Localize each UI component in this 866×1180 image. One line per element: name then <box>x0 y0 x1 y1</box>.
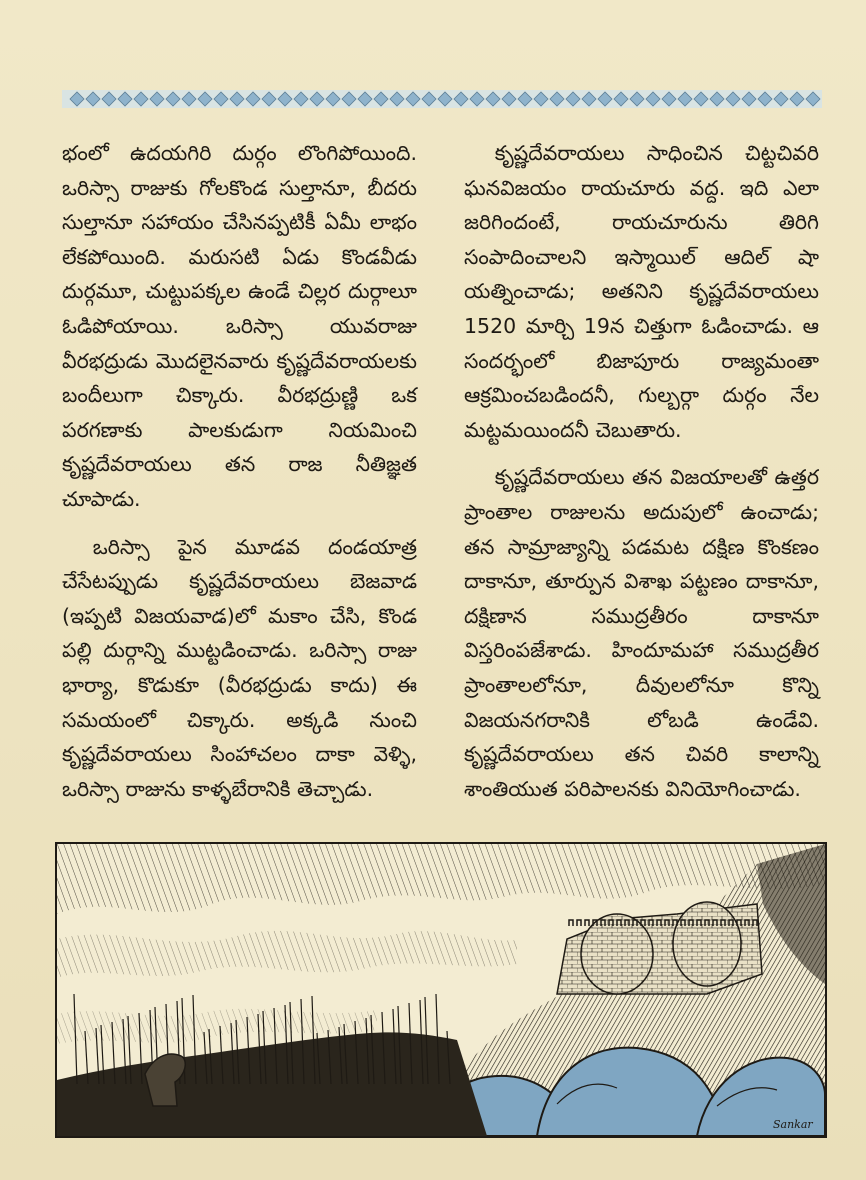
left-paragraph-1: భంలో ఉదయగిరి దుర్గం లొంగిపోయింది. ఒరిస్సా రాజుకు గోలకొండ సుల్తానూ, బీదరు సుల్తానూ సహాయం చేసినప్పటికీ ఏమీ లాభం లేకపోయింది. మరుసటి ఏడు కొండవీడు దుర్గమూ, చుట్టుపక్కల ఉండే చిల్లర దుర్గాలూ ఓడిపోయాయి. ఒరిస్సా యువరాజు వీరభద్రుడు మొదలైనవారు కృష్ణదేవరాయలకు బందీలుగా చిక్కారు. వీరభద్రుణ్ణి ఒక పరగణాకు పాలకుడుగా నియమించి కృష్ణదేవరాయలు తన రాజ నీతిజ్ఞత చూపాడు. <box>62 141 417 511</box>
illustration-drawing <box>57 844 825 1136</box>
left-text-column <box>62 136 417 806</box>
fort-siege-illustration <box>55 842 827 1138</box>
left-paragraph-2: ఒరిస్సా పైన మూడవ దండయాత్ర చేసేటప్పుడు కృష్ణదేవరాయలు బెజవాడ (ఇప్పటి విజయవాడ)లో మకాం చేసి, కొండ పల్లి దుర్గాన్ని ముట్టడించాడు. ఒరిస్సా రాజు భార్యా, కొడుకూ (వీరభద్రుడు కాదు) ఈ సమయంలో చిక్కారు. అక్కడి నుంచి కృష్ణదేవరాయలు సింహాచలం దాకా వెళ్ళి, ఒరిస్సా రాజును కాళ్ళబేరానికి తెచ్చాడు. <box>62 534 417 801</box>
right-paragraph-2: కృష్ణదేవరాయలు తన విజయాలతో ఉత్తర ప్రాంతాల రాజులను అదుపులో ఉంచాడు; తన సామ్రాజ్యాన్ని పడమట దక్షిణ కొంకణం దాకానూ, తూర్పున విశాఖ పట్టణం దాకానూ, దక్షిణాన సముద్రతీరం దాకానూ విస్తరింపజేశాడు. హిందూమహా సముద్రతీర ప్రాంతాలలోనూ, దీవులలోనూ కొన్ని విజయనగరానికి లోబడి ఉండేవి. కృష్ణదేవరాయలు తన చివరి కాలాన్ని శాంతియుత పరిపాలనకు వినియోగించాడు. <box>464 465 819 801</box>
artist-signature: Sankar <box>773 1118 813 1131</box>
decorative-border-band <box>62 88 822 110</box>
right-paragraph-1: కృష్ణదేవరాయలు సాధించిన చిట్టచివరి ఘనవిజయం రాయచూరు వద్ద. ఇది ఎలా జరిగిందంటే, రాయచూరును తిరిగి సంపాదించాలని ఇస్మాయిల్ ఆదిల్ షా యత్నించాడు; అతనిని కృష్ణదేవరాయలు 1520 మార్చి 19న చిత్తుగా ఓడించాడు. ఆ సందర్భంలో బిజాపూరు రాజ్యమంతా ఆక్రమించబడిందనీ, గుల్బర్గా దుర్గం నేల మట్టమయిందనీ చెబుతారు. <box>464 141 819 442</box>
right-text-column <box>464 136 819 806</box>
